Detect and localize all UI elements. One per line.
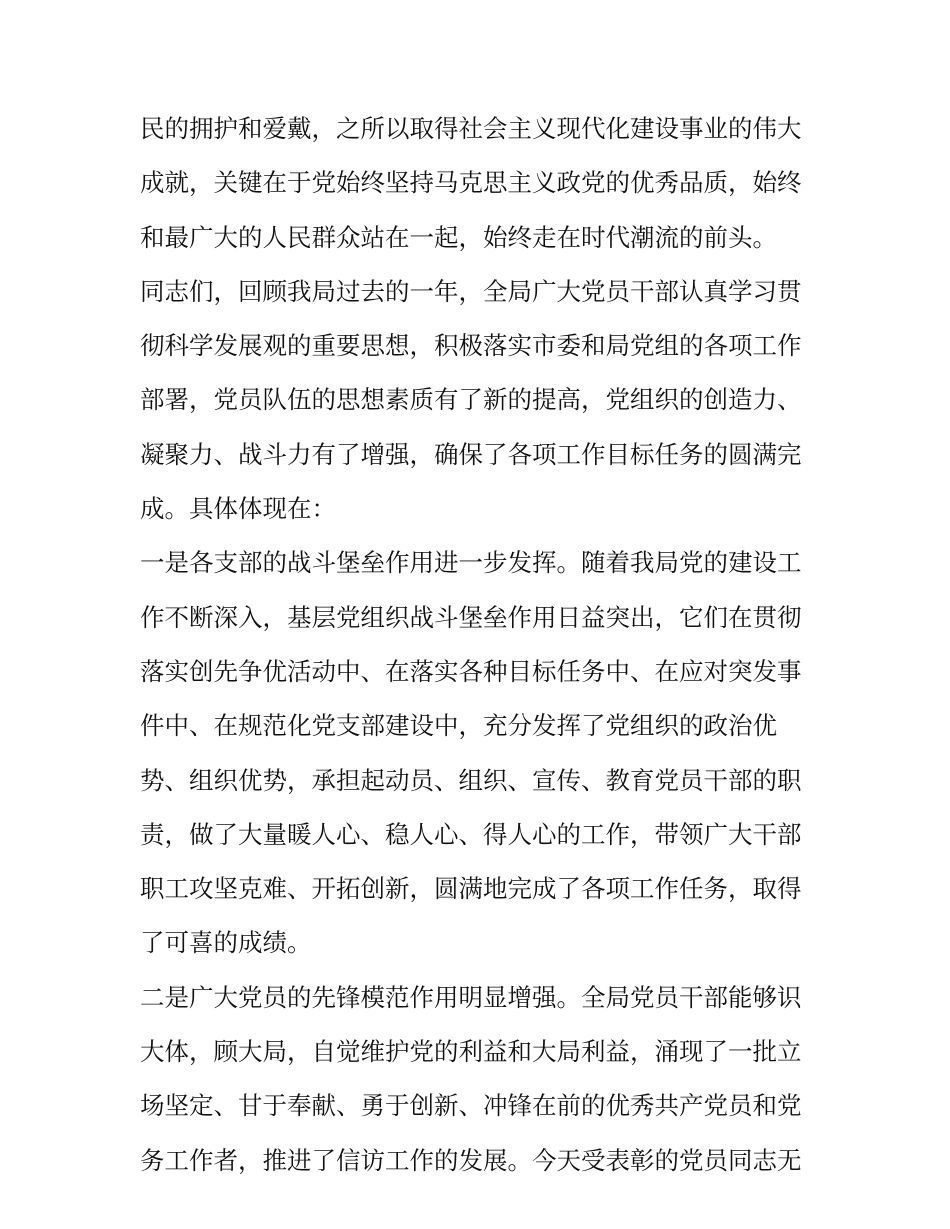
text-line: 一是各支部的战斗堡垒作用进一步发挥。随着我局党的建设工 bbox=[140, 548, 802, 578]
text-line: 势、组织优势，承担起动员、组织、宣传、教育党员干部的职 bbox=[140, 765, 802, 795]
text-line: 大体，顾大局，自觉维护党的利益和大局利益，涌现了一批立 bbox=[140, 1037, 802, 1067]
text-line: 件中、在规范化党支部建设中，充分发挥了党组织的政治优 bbox=[140, 711, 777, 741]
text-line: 二是广大党员的先锋模范作用明显增强。全局党员干部能够识 bbox=[140, 982, 802, 1012]
text-line: 成就，关键在于党始终坚持马克思主义政党的优秀品质，始终 bbox=[140, 168, 802, 198]
text-line: 场坚定、甘于奉献、勇于创新、冲锋在前的优秀共产党员和党 bbox=[140, 1091, 802, 1121]
text-line: 作不断深入，基层党组织战斗堡垒作用日益突出，它们在贯彻 bbox=[140, 602, 802, 632]
text-line: 职工攻坚克难、开拓创新，圆满地完成了各项工作任务，取得 bbox=[140, 874, 802, 904]
text-line: 同志们，回顾我局过去的一年，全局广大党员干部认真学习贯 bbox=[140, 276, 802, 306]
text-line: 务工作者，推进了信访工作的发展。今天受表彰的党员同志无 bbox=[140, 1145, 802, 1175]
text-line: 彻科学发展观的重要思想，积极落实市委和局党组的各项工作 bbox=[140, 331, 802, 361]
text-line: 责，做了大量暖人心、稳人心、得人心的工作，带领广大干部 bbox=[140, 819, 802, 849]
document-body bbox=[140, 102, 816, 1188]
text-line: 部署，党员队伍的思想素质有了新的提高，党组织的创造力、 bbox=[140, 385, 802, 415]
text-line: 落实创先争优活动中、在落实各种目标任务中、在应对突发事 bbox=[140, 656, 802, 686]
text-line: 了可喜的成绩。 bbox=[140, 928, 312, 958]
text-line: 凝聚力、战斗力有了增强，确保了各项工作目标任务的圆满完 bbox=[140, 439, 802, 469]
text-line: 民的拥护和爱戴，之所以取得社会主义现代化建设事业的伟大 bbox=[140, 114, 802, 143]
text-line: 成。具体体现在： bbox=[140, 494, 336, 524]
text-line: 和最广大的人民群众站在一起，始终走在时代潮流的前头。 bbox=[140, 222, 777, 252]
